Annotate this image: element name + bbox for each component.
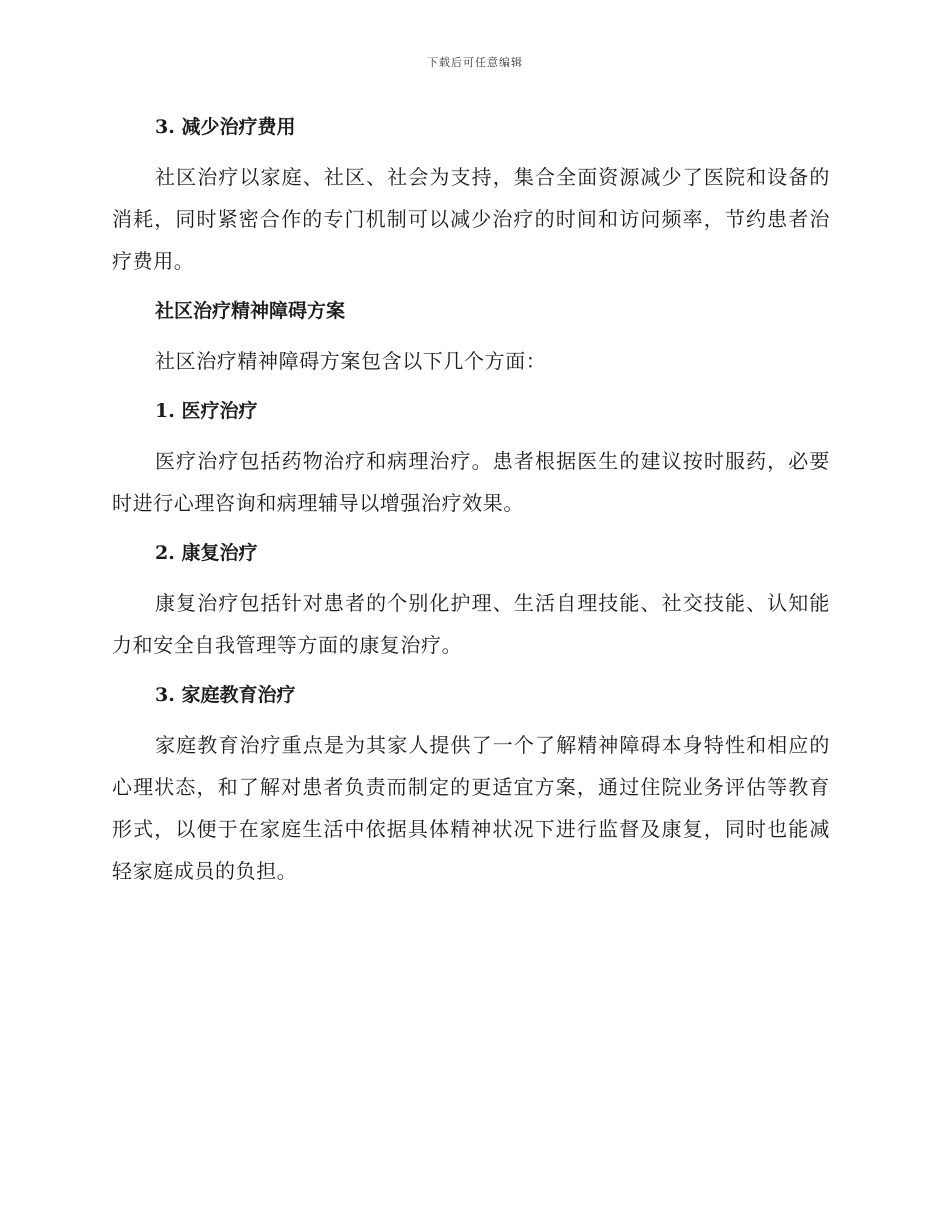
paragraph-medical: 医疗治疗包括药物治疗和病理治疗。患者根据医生的建议按时服药，必要时进行心理咨询和病理辅导以增强治疗效果。	[112, 449, 830, 515]
section-heading-medical: 1. 医疗治疗	[155, 400, 258, 422]
document-body	[112, 112, 830, 906]
section-heading-plan: 社区治疗精神障碍方案	[155, 300, 346, 322]
section-heading-rehab: 2. 康复治疗	[155, 542, 258, 564]
page-header: 下载后可任意编辑	[427, 56, 523, 69]
section-heading-reduce-cost: 3. 减少治疗费用	[155, 116, 296, 138]
paragraph-plan-intro: 社区治疗精神障碍方案包含以下几个方面：	[155, 349, 547, 373]
paragraph-family: 家庭教育治疗重点是为其家人提供了一个了解精神障碍本身特性和相应的心理状态，和了解对患者负责而制定的更适宜方案，通过住院业务评估等教育形式，以便于在家庭生活中依据具体精神状况下进行监督及康复，同时也能减轻家庭成员的负担。	[112, 733, 830, 883]
paragraph-rehab: 康复治疗包括针对患者的个别化护理、生活自理技能、社交技能、认知能力和安全自我管理等方面的康复治疗。	[112, 591, 830, 657]
section-heading-family: 3. 家庭教育治疗	[155, 684, 296, 706]
paragraph-reduce-cost: 社区治疗以家庭、社区、社会为支持，集合全面资源减少了医院和设备的消耗，同时紧密合作的专门机制可以减少治疗的时间和访问频率，节约患者治疗费用。	[112, 165, 830, 273]
